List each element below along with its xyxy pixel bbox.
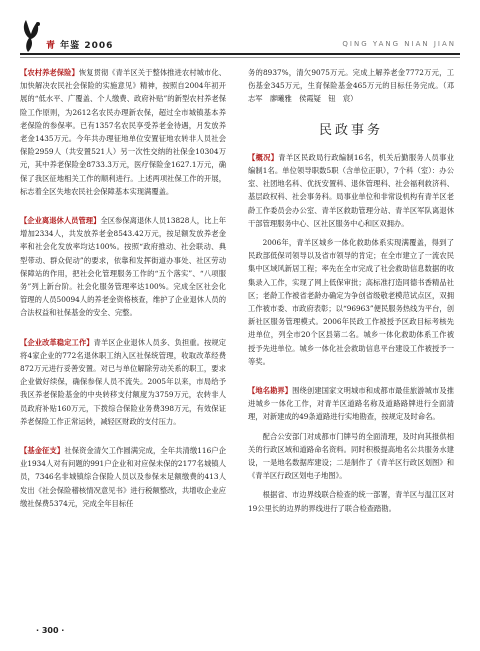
paragraph-retiree-management bbox=[20, 214, 226, 320]
text-retiree-management: 全区参保离退休人员13828人，比上年增加2334人，共发放养老金8543.42万元，按足额发放养老金率和社会化发放率均达100%。按照“政府推动、社会联动、典型带动、群众促动”的要求，依靠和发挥街道办事处、社区劳动保障站的作用，把社会化管理服务工作的“五个落实”、“八项服务”列上新台阶。社会化服务管理率达100%。完成全区社会化管理的人员50094人的养老金资格核查，维护了企业退休人员的合法权益和社保基金的安全、完整。 bbox=[20, 216, 227, 318]
header-pinyin: QING YANG NIAN JIAN bbox=[342, 40, 456, 48]
header-title bbox=[46, 38, 113, 51]
heading-enterprise-reform: 【企业改革稳定工作】 bbox=[20, 337, 94, 347]
header-year: 2006 bbox=[84, 41, 114, 51]
paragraph-overview bbox=[248, 151, 454, 230]
paragraph-boundary-check: 根据省、市边界线联合检查的统一部署，青羊区与温江区对19公里长的边界的界线进行了联合检查踏勘。 bbox=[248, 490, 454, 513]
heading-overview: 【概况】 bbox=[248, 152, 279, 162]
heading-retiree-management: 【企业离退休人员管理】 bbox=[20, 216, 101, 226]
paragraph-enterprise-reform bbox=[20, 336, 226, 428]
heading-place-names: 【地名勘界】 bbox=[248, 386, 293, 396]
left-column bbox=[20, 66, 226, 516]
page-header bbox=[0, 0, 480, 58]
heading-fund-collection: 【基金征支】 bbox=[20, 446, 65, 456]
text-enterprise-reform: 青羊区企业退休人员多、负担重。按规定将4家企业的772名退休职工纳入区社保统管理，收取改革经费872万元进行妥善安置。对已与单位解除劳动关系的职工，要求企业做好续保，确保参保人员不流失。2005年以来，市局给予我区养老保险基金的中央转移支付额度为3759万元，农转非人员政府补贴160万元，下拨综合保险业务费398万元，有效保证养老保险工作正常运转，减轻区财政的支付压力。 bbox=[20, 337, 226, 426]
paragraph-fund-collection bbox=[20, 444, 226, 510]
page-number: · 300 · bbox=[36, 626, 65, 635]
section-title: 民政事务 bbox=[318, 122, 383, 138]
text-fund-collection: 社保资金清欠工作圆满完成，全年共清缴116户企业1934人对有问题的991户企业和对应保未保的2177名城镇人员，7346名非城镇综合保险人员以及参保未足额缴费的413人发出《社会保险稽核情况意见书》进行税额整改，共增收企业应缴社保费5374元，完成全年目标任 bbox=[20, 446, 226, 508]
paragraph-2006-summary: 2006年，青羊区城乡一体化救助体系实现满覆盖，得到了民政部低保司领导以及省市领导的肯定；在全市建立了一流农民集中区域风新居工程；率先在全市完成了社会救助信息数据的收集录入工作，实现了网上低保审批；高标准打造同德书香精品社区；老龄工作被省老龄办确定为争创省级敬老模范试点区，双拥工作被市委、市政府表彰；以“96963”便民服务热线为平台，创新社区服务管理模式。2006年民政工作被授予区政目标考核先进单位，列全市20个区县第二名。城乡一体化救助体系工作被授予先进单位。城乡一体化社会救助信息平台建设工作被授予一等奖。 bbox=[248, 238, 454, 366]
heading-rural-pension: 【农村养老保险】 bbox=[20, 68, 79, 77]
paragraph-continued: 务的8937%，清欠9075万元。完成上解养老金7772万元，工伤基金345万元，生育保险基金465万元的目标任务完成。（邓志军 廖曦雅 侯霞疑 钮 宸） bbox=[248, 68, 454, 104]
header-rule bbox=[20, 53, 460, 55]
paragraph-place-names bbox=[248, 384, 454, 424]
text-place-names: 围绕创建国家文明城市和成都市最佳旅游城市及推进城乡一体化工作，对青羊区道路名称及道路路牌进行全面清理，对新建成的49条道路进行实地勘查，按规定及时命名。 bbox=[248, 386, 454, 422]
text-overview: 青羊区民政局行政编制16名，机关后勤服务人员事业编制1名。单位领导职数5职（含单位正职），7个科（室）：办公室、社团地名科、优抚安置科、退休管理科、社会福利救济科、基层政权科、社会事务科。局事业单位和非常设机构有青羊区老龄工作委员会办公室、青羊区救助管理分站、青羊区军队离退休干部管理服务中心、区社区服务中心和区双拥办。 bbox=[248, 152, 454, 228]
yearbook-logo-icon bbox=[20, 18, 46, 54]
header-rule-thin bbox=[20, 57, 460, 58]
paragraph-rural-pension bbox=[20, 66, 226, 198]
header-title-char: 青 bbox=[46, 41, 57, 51]
header-title-word: 年鉴 bbox=[60, 41, 81, 51]
right-column bbox=[248, 66, 454, 521]
text-rural-pension: 恢复贯彻《青羊区关于整体推进农村城市化、加快解决农民社会保险的实施意见》精神，按照自2004年初开展的“低水平、广覆盖、个人缴费、政府补贴”的新型农村养老保险工作原则，为2612名农民办理新农保，超过全市城镇基本养老保险的参保率。已有1357名农民享受养老金待遇，月发放养老金1435万元。今年共办理征地单位安置征地农转非人员社会保险2959人（共安置521人）另一次性交纳的社保金10304万元，其中养老保险金8733.3万元，医疗保险金1627.1万元，确保了我区征地相关工作的顺利进行。上述两项社保工作的开展，标志着全区失地农民社会保障基本实现满覆盖。 bbox=[20, 68, 226, 196]
paragraph-house-numbers: 配合公安部门对成都市门牌号的全面清理，及时向其报供相关的行政区域和道路命名资料。同时积极提高地名公共服务水建设，一是地名数据库建设；二是制作了《青羊区行政区划图》和《青羊区行政区划电子地图》。 bbox=[248, 431, 454, 481]
